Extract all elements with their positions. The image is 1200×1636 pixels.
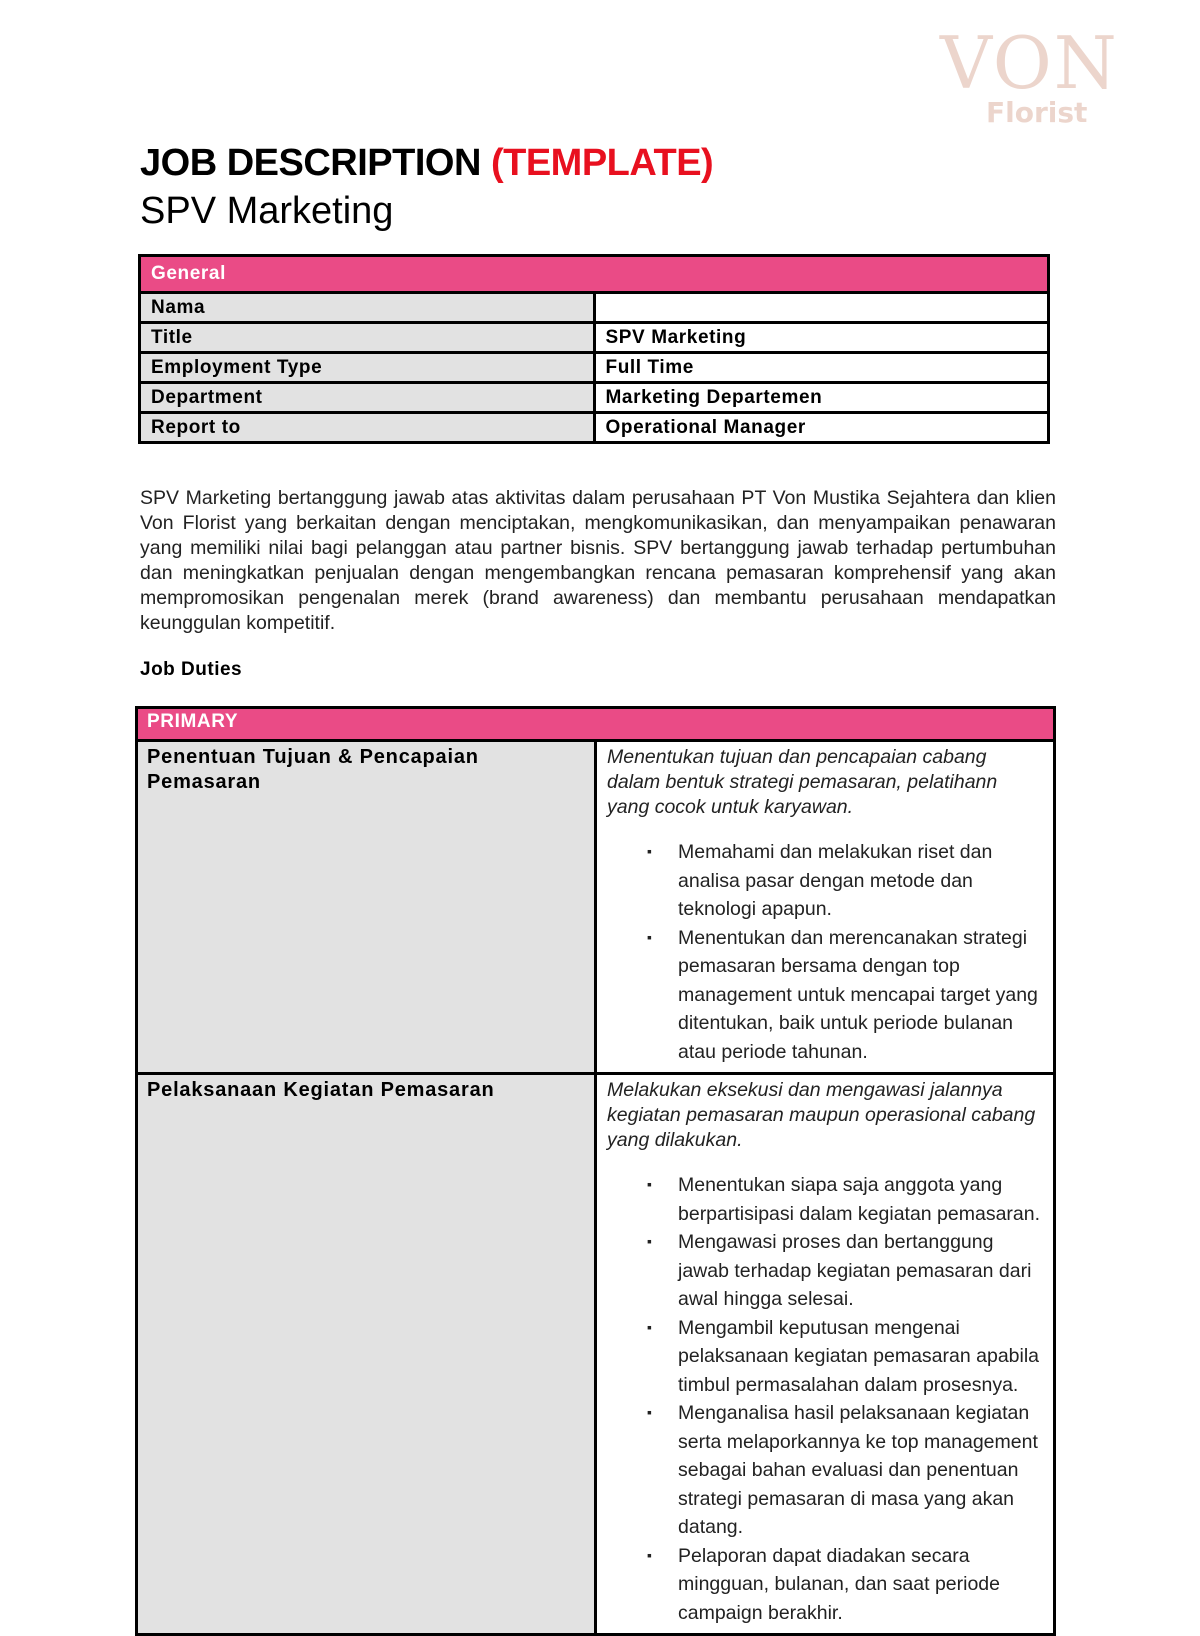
page-title — [140, 142, 713, 185]
duty-title: Pelaksanaan Kegiatan Pemasaran — [137, 1074, 596, 1635]
list-item: ▪ Menentukan dan merencanakan strategi pemasaran bersama dengan top management untuk mencapai target yang ditentukan, baik untuk periode bulanan atau periode tahunan. — [647, 924, 1043, 1067]
job-duties-heading: Job Duties — [140, 659, 243, 680]
bullet-icon: ▪ — [647, 928, 652, 945]
title-main: JOB DESCRIPTION — [140, 142, 481, 184]
field-value-department: Marketing Departemen — [594, 383, 1049, 413]
table-row — [140, 323, 1049, 353]
field-label-department: Department — [140, 383, 595, 413]
svg-text:Florist: Florist — [986, 96, 1088, 129]
duty-title: Penentuan Tujuan & Pencapaian Pemasaran — [137, 741, 596, 1074]
bullet-icon: ▪ — [647, 1404, 652, 1420]
field-value-nama — [594, 293, 1049, 323]
field-label-title: Title — [140, 323, 595, 353]
page-subtitle: SPV Marketing — [140, 190, 394, 232]
table-row — [140, 383, 1049, 413]
list-item: ▪ Mengawasi proses dan bertanggung jawab terhadap kegiatan pemasaran dari awal hingga selesai. — [647, 1228, 1043, 1314]
title-template-tag: (TEMPLATE) — [490, 142, 714, 184]
field-value-employment-type: Full Time — [594, 353, 1049, 383]
primary-header: PRIMARY — [137, 708, 1055, 741]
job-summary-paragraph: SPV Marketing bertanggung jawab atas aktivitas dalam perusahaan PT Von Mustika Sejahtera dan klien Von Florist yang berkaitan dengan menciptakan, mengkomunikasikan, dan menyampaikan penawaran yang memiliki nilai bagi pelanggan atau partner bisnis. SPV bertanggung jawab terhadap pertumbuhan dan meningkatkan penjualan dengan mengembangkan rencana pemasaran komprehensif yang akan mempromosikan pengenalan merek (brand awareness) dan membantu perusahaan mendapatkan keunggulan kompetitif. — [140, 487, 1056, 634]
list-item: ▪ Memahami dan melakukan riset dan analisa pasar dengan metode dan teknologi apapun. — [647, 838, 1043, 924]
table-row — [140, 413, 1049, 443]
table-row — [140, 353, 1049, 383]
list-item: ▪ Menganalisa hasil pelaksanaan kegiatan serta melaporkannya ke top management sebagai bahan evaluasi dan penentuan strategi pemasaran di masa yang akan datang. — [647, 1399, 1043, 1542]
von-florist-logo — [930, 24, 1130, 134]
bullet-icon: ▪ — [647, 1546, 652, 1563]
field-value-report-to: Operational Manager — [594, 413, 1049, 443]
table-row — [137, 1074, 1055, 1635]
duty-content — [596, 1074, 1055, 1635]
general-header: General — [140, 256, 1049, 293]
bullet-icon: ▪ — [647, 1318, 652, 1335]
duty-intro: Menentukan tujuan dan pencapaian cabang dalam bentuk strategi pemasaran, pelatihann yang cocok untuk karyawan. — [607, 746, 998, 818]
field-value-title: SPV Marketing — [594, 323, 1049, 353]
list-item: ▪ Menentukan siapa saja anggota yang berpartisipasi dalam kegiatan pemasaran. — [647, 1171, 1043, 1228]
list-item: ▪ Pelaporan dapat diadakan secara mingguan, bulanan, dan saat periode campaign berakhir. — [647, 1542, 1043, 1628]
bullet-icon: ▪ — [647, 1233, 652, 1249]
field-label-nama: Nama — [140, 293, 595, 323]
table-row — [137, 741, 1055, 1074]
general-info-table — [138, 254, 1050, 444]
field-label-report-to: Report to — [140, 413, 595, 443]
job-duties-table — [135, 706, 1056, 1636]
duty-content — [596, 741, 1055, 1074]
duty-list — [607, 838, 1043, 1066]
bullet-icon: ▪ — [647, 1176, 652, 1192]
field-label-employment-type: Employment Type — [140, 353, 595, 383]
duty-intro: Melakukan eksekusi dan mengawasi jalannya kegiatan pemasaran maupun operasional cabang yang dilakukan. — [607, 1079, 1036, 1151]
svg-text:VON: VON — [940, 24, 1119, 105]
duty-list — [607, 1171, 1043, 1627]
table-row — [140, 293, 1049, 323]
bullet-icon: ▪ — [647, 843, 652, 859]
list-item: ▪ Mengambil keputusan mengenai pelaksanaan kegiatan pemasaran apabila timbul permasalahan dalam prosesnya. — [647, 1314, 1043, 1400]
